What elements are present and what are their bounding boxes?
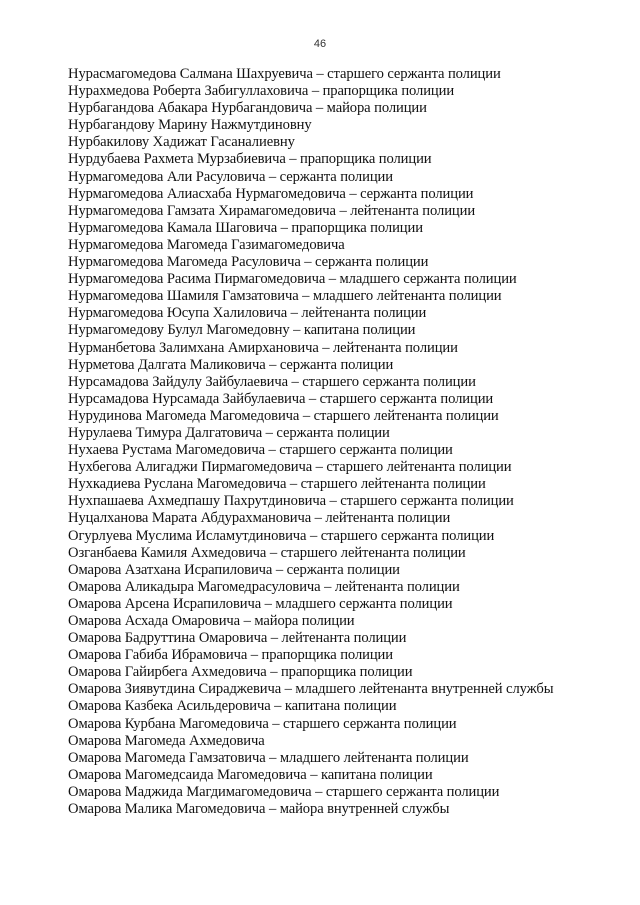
list-item: Нурмагомедова Али Расуловича – сержанта полиции bbox=[68, 168, 393, 185]
list-item: Нурмагомедова Расима Пирмагомедовича – младшего сержанта полиции bbox=[68, 271, 517, 288]
list-item: Нурсамадова Зайдулу Зайбулаевича – старшего сержанта полиции bbox=[68, 373, 476, 390]
list-item: Омарова Малика Магомедовича – майора внутренней службы bbox=[68, 801, 450, 818]
list-item: Нурасмагомедова Салмана Шахруевича – старшего сержанта полиции bbox=[68, 66, 501, 82]
list-item: Нуцалханова Марата Абдурахмановича – лейтенанта полиции bbox=[68, 510, 451, 527]
list-item: Нурбакилову Хадижат Гасаналиевну bbox=[68, 134, 295, 151]
list-item: Нухпашаева Ахмедпашу Пахрутдиновича – старшего сержанта полиции bbox=[68, 493, 514, 510]
list-item: Нурметова Далгата Маликовича – сержанта полиции bbox=[68, 356, 394, 373]
award-recipient-list bbox=[68, 66, 628, 818]
list-item: Нурмагомедова Шамиля Гамзатовича – младшего лейтенанта полиции bbox=[68, 288, 502, 305]
list-item: Нурманбетова Залимхана Амирхановича – лейтенанта полиции bbox=[68, 339, 458, 356]
list-item: Омарова Казбека Асильдеровича – капитана полиции bbox=[68, 698, 397, 715]
list-item: Нурсамадова Нурсамада Зайбулаевича – старшего сержанта полиции bbox=[68, 390, 494, 407]
list-item: Нурулаева Тимура Далгатовича – сержанта полиции bbox=[68, 424, 390, 441]
list-item: Омарова Магомеда Гамзатовича – младшего лейтенанта полиции bbox=[68, 749, 469, 766]
list-item: Омарова Азатхана Исрапиловича – сержанта полиции bbox=[68, 561, 400, 578]
list-item: Омарова Курбана Магомедовича – старшего сержанта полиции bbox=[68, 715, 457, 732]
list-item: Нурмагомедова Гамзата Хирамагомедовича – лейтенанта полиции bbox=[68, 202, 476, 219]
list-item: Нурмагомедова Юсупа Халиловича – лейтенанта полиции bbox=[68, 305, 427, 322]
list-item: Омарова Гайирбега Ахмедовича – прапорщика полиции bbox=[68, 664, 413, 681]
list-item: Нурмагомедову Булул Магомедовну – капитана полиции bbox=[68, 322, 416, 339]
list-item: Нурдубаева Рахмета Мурзабиевича – прапорщика полиции bbox=[68, 151, 432, 168]
list-item: Омарова Магомеда Ахмедовича bbox=[68, 732, 265, 749]
list-item: Нурбагандова Абакара Нурбагандовича – майора полиции bbox=[68, 100, 427, 117]
list-item: Нухаева Рустама Магомедовича – старшего сержанта полиции bbox=[68, 442, 453, 459]
list-item: Омарова Асхада Омаровича – майора полиции bbox=[68, 613, 355, 629]
list-item: Нурмагомедова Камала Шаговича – прапорщика полиции bbox=[68, 219, 423, 236]
list-item: Омарова Аликадыра Магомедрасуловича – лейтенанта полиции bbox=[68, 578, 460, 595]
list-item: Омарова Габиба Ибрамовича – прапорщика полиции bbox=[68, 647, 393, 664]
list-item: Огурлуева Муслима Исламутдиновича – старшего сержанта полиции bbox=[68, 527, 495, 544]
list-item: Нурудинова Магомеда Магомедовича – старшего лейтенанта полиции bbox=[68, 407, 499, 424]
list-item: Омарова Магомедсаида Магомедовича – капитана полиции bbox=[68, 766, 433, 783]
list-item: Нухкадиева Руслана Магомедовича – старшего лейтенанта полиции bbox=[68, 476, 486, 493]
list-item: Омарова Арсена Исрапиловича – младшего сержанта полиции bbox=[68, 595, 453, 612]
list-item: Нухбегова Алигаджи Пирмагомедовича – старшего лейтенанта полиции bbox=[68, 459, 512, 476]
list-item: Нурбагандову Марину Нажмутдиновну bbox=[68, 117, 312, 134]
list-item: Нурмагомедова Магомеда Газимагомедовича bbox=[68, 236, 345, 253]
list-item: Омарова Бадруттина Омаровича – лейтенанта полиции bbox=[68, 630, 407, 647]
list-item: Озганбаева Камиля Ахмедовича – старшего лейтенанта полиции bbox=[68, 544, 466, 561]
list-item: Нурахмедова Роберта Забигуллаховича – прапорщика полиции bbox=[68, 83, 455, 100]
list-item: Омарова Зиявутдина Сираджевича – младшего лейтенанта внутренней службы bbox=[68, 681, 554, 698]
list-item: Нурмагомедова Алиасхаба Нурмагомедовича – сержанта полиции bbox=[68, 185, 474, 202]
list-item: Нурмагомедова Магомеда Расуловича – сержанта полиции bbox=[68, 254, 429, 271]
list-item: Омарова Маджида Магдимагомедовича – старшего сержанта полиции bbox=[68, 783, 500, 800]
page-number: 46 bbox=[313, 38, 327, 50]
